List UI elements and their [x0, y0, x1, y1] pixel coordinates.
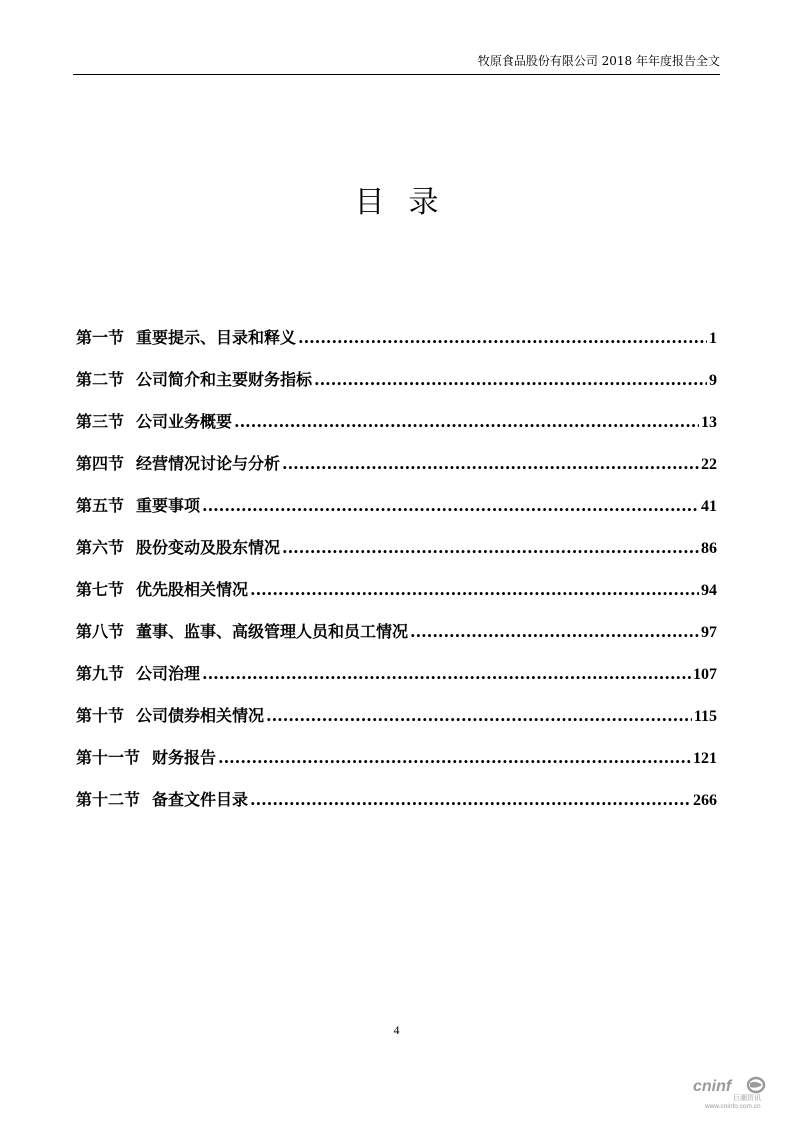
toc-page-number: 121 — [693, 750, 717, 767]
toc-entry[interactable] — [76, 534, 717, 576]
watermark-cn-name: 巨潮资讯 — [733, 1094, 761, 1102]
toc-page-number: 13 — [701, 414, 717, 431]
toc-entry[interactable] — [76, 366, 717, 408]
toc-page-number: 107 — [693, 666, 717, 683]
watermark-url: www.cninfo.com.cn — [705, 1103, 761, 1110]
toc-dot-leader — [202, 492, 699, 520]
toc-section-number: 第二节 — [76, 370, 125, 389]
cninfo-swirl-icon — [748, 1078, 764, 1092]
toc-section-title: 公司业务概要 — [136, 412, 233, 431]
toc-dot-leader — [410, 618, 699, 646]
toc-section-number: 第六节 — [76, 538, 125, 557]
toc-page-number: 115 — [693, 708, 717, 725]
toc-dot-leader — [234, 408, 699, 436]
toc-section-title: 董事、监事、高级管理人员和员工情况 — [136, 622, 409, 641]
toc-page-number: 97 — [701, 624, 717, 641]
toc-section-title: 优先股相关情况 — [136, 580, 249, 599]
toc-section-title: 公司债券相关情况 — [136, 706, 265, 725]
toc-section-number: 第八节 — [76, 622, 125, 641]
toc-entry[interactable] — [76, 492, 717, 534]
toc-dot-leader — [314, 366, 707, 394]
toc-section-number: 第十一节 — [76, 748, 141, 767]
toc-entry[interactable] — [76, 660, 717, 702]
toc-entry[interactable] — [76, 702, 717, 744]
toc-dot-leader — [298, 324, 707, 352]
toc-page-number: 22 — [701, 456, 717, 473]
toc-page-number: 86 — [701, 540, 717, 557]
toc-entry[interactable] — [76, 324, 717, 366]
toc-section-number: 第一节 — [76, 328, 125, 347]
toc-section-title: 公司治理 — [136, 664, 201, 683]
toc-section-title: 重要事项 — [136, 496, 201, 515]
toc-section-title: 股份变动及股东情况 — [136, 538, 281, 557]
toc-entry[interactable] — [76, 744, 717, 786]
toc-entry[interactable] — [76, 618, 717, 660]
toc-section-number: 第十二节 — [76, 790, 141, 809]
cninfo-logo-icon — [691, 1074, 771, 1110]
toc-page-number: 94 — [701, 582, 717, 599]
cninfo-watermark — [691, 1074, 771, 1110]
toc-section-title: 财务报告 — [152, 748, 217, 767]
header-report-title: 牧原食品股份有限公司 2018 年年度报告全文 — [477, 54, 720, 68]
toc-entry[interactable] — [76, 450, 717, 492]
toc-section-number: 第九节 — [76, 664, 125, 683]
toc-section-number: 第五节 — [76, 496, 125, 515]
toc-section-number: 第七节 — [76, 580, 125, 599]
toc-section-title: 公司简介和主要财务指标 — [136, 370, 313, 389]
page-number: 4 — [393, 1023, 400, 1037]
toc-section-title: 经营情况讨论与分析 — [136, 454, 281, 473]
toc-page-number: 266 — [693, 792, 717, 809]
toc-dot-leader — [282, 534, 699, 562]
watermark-brand: cninf — [693, 1078, 732, 1095]
toc-entry[interactable] — [76, 786, 717, 828]
toc-dot-leader — [202, 660, 691, 688]
toc-dot-leader — [250, 576, 699, 604]
toc-section-number: 第三节 — [76, 412, 125, 431]
toc-dot-leader — [218, 744, 691, 772]
toc-dot-leader — [266, 702, 692, 730]
toc-dot-leader — [250, 786, 691, 814]
toc-entry[interactable] — [76, 576, 717, 618]
toc-section-number: 第十节 — [76, 706, 125, 725]
toc-page-number: 41 — [701, 498, 717, 515]
toc-section-title: 备查文件目录 — [152, 790, 249, 809]
page-title: 目录 — [354, 185, 463, 220]
toc-entry[interactable] — [76, 408, 717, 450]
toc-section-title: 重要提示、目录和释义 — [136, 328, 297, 347]
toc-dot-leader — [282, 450, 699, 478]
toc-page-number: 1 — [709, 330, 717, 347]
table-of-contents — [76, 324, 717, 828]
toc-section-number: 第四节 — [76, 454, 125, 473]
toc-page-number: 9 — [709, 372, 717, 389]
page-header — [73, 50, 720, 75]
